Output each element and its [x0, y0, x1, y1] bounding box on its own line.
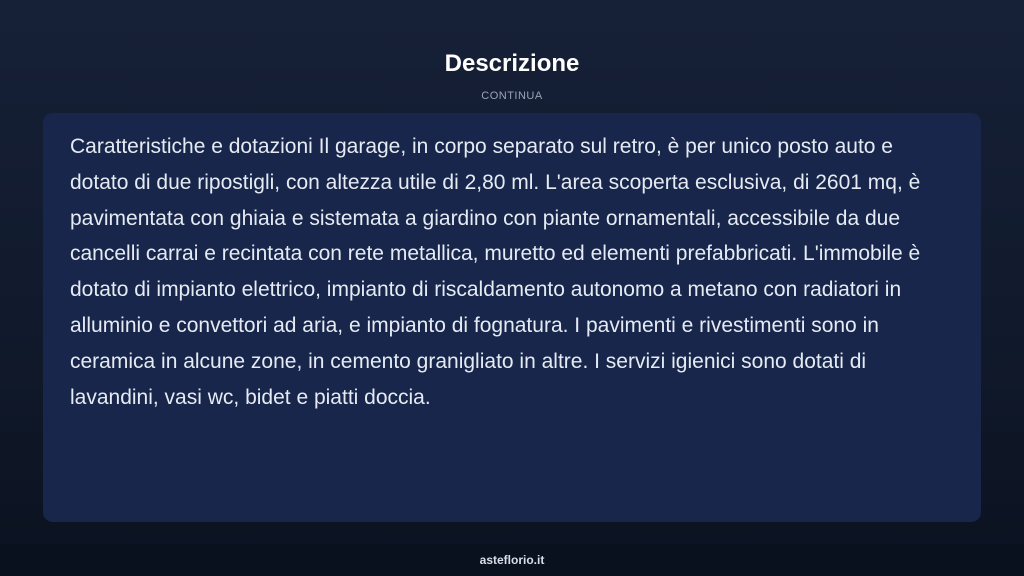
- description-text: Caratteristiche e dotazioni Il garage, in corpo separato sul retro, è per unico posto auto e dotato di due ripostigli, con altezza utile di 2,80 ml. L'area scoperta esclusiva, di 2601 mq, è pavimentata con ghiaia e sistemata a giardino con piante ornamentali, accessibile da due cancelli carrai e recintata con rete metallica, muretto ed elementi prefabbricati. L'immobile è dotato di impianto elettrico, impianto di riscaldamento autonomo a metano con radiatori in alluminio e convettori ad aria, e impianto di fognatura. I pavimenti e rivestimenti sono in ceramica in alcune zone, in cemento granigliato in altre. I servizi igienici sono dotati di lavandini, vasi wc, bidet e piatti doccia.: [70, 135, 921, 409]
- page-title: Descrizione: [444, 50, 580, 77]
- description-card: [43, 113, 981, 522]
- page-header: [0, 48, 1024, 103]
- page-subtitle: CONTINUA: [481, 90, 543, 102]
- footer-brand: asteflorio.it: [479, 553, 545, 567]
- footer-bar: [0, 544, 1024, 576]
